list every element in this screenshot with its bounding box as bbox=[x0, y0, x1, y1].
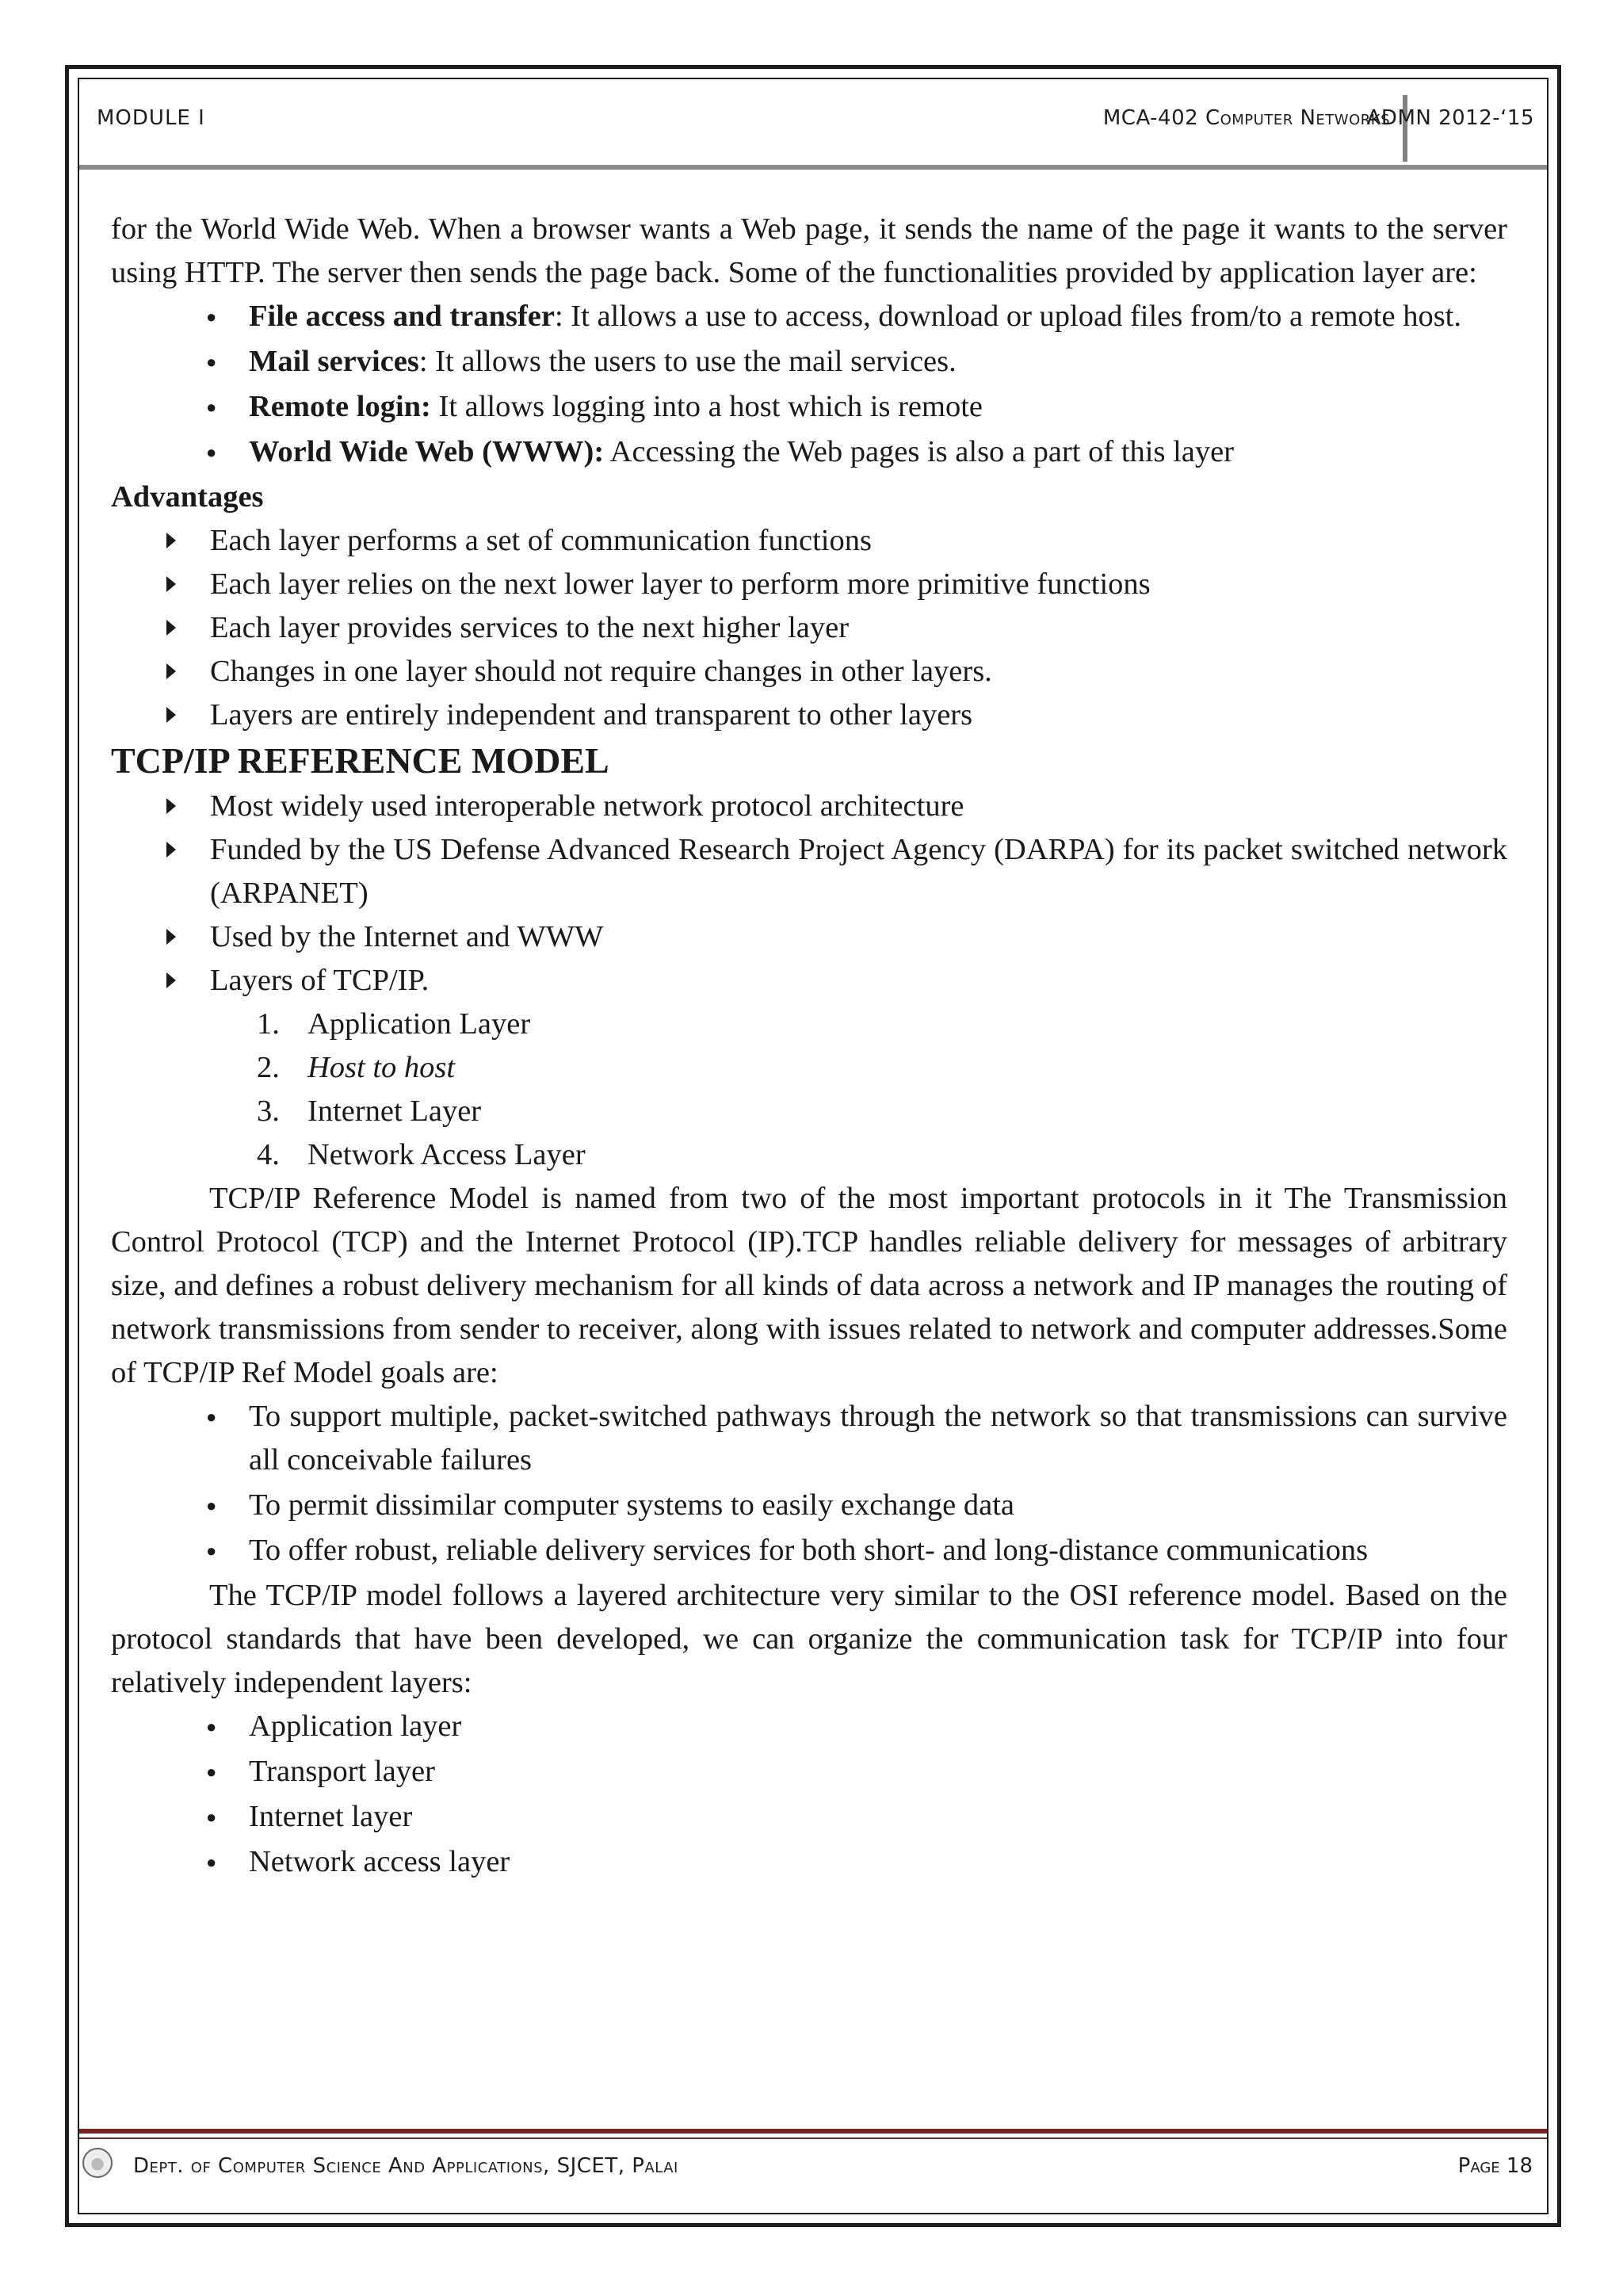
list-item bbox=[249, 340, 1507, 384]
list-item: ● Application layer bbox=[249, 1705, 1507, 1748]
item-number: 3. bbox=[257, 1095, 280, 1128]
item-term: Mail services bbox=[249, 345, 419, 378]
footer-department: Dept. of Computer Science And Applications, SJCET, Palai bbox=[133, 2154, 678, 2178]
list-item: ● Network access layer bbox=[249, 1840, 1507, 1884]
list-item bbox=[249, 430, 1507, 474]
goals-list bbox=[111, 1395, 1507, 1572]
list-item bbox=[257, 1090, 1507, 1133]
list-item: Funded by the US Defense Advanced Research Project Agency (DARPA) for its packet switched network (ARPANET) bbox=[210, 828, 1507, 915]
section-title: TCP/IP REFERENCE MODEL bbox=[111, 740, 609, 781]
header-module: MODULE I bbox=[97, 106, 205, 130]
list-item: Layers of TCP/IP. bbox=[210, 959, 1507, 1003]
item-text: : It allows the users to use the mail services. bbox=[418, 345, 957, 378]
functionalities-list bbox=[111, 295, 1507, 474]
header-course: MCA-402 Computer Networks bbox=[1102, 106, 1390, 130]
footer-rule-thin bbox=[79, 2137, 1547, 2139]
item-term: Remote login: bbox=[249, 390, 431, 423]
four-layers-list bbox=[111, 1705, 1507, 1884]
list-item: Changes in one layer should not require changes in other layers. bbox=[210, 650, 1507, 693]
tcpip-points-list bbox=[111, 785, 1507, 1003]
item-term: World Wide Web (WWW): bbox=[249, 435, 605, 468]
header-rule bbox=[79, 165, 1547, 170]
college-logo-icon bbox=[82, 2148, 113, 2178]
advantages-list bbox=[111, 519, 1507, 737]
list-item: Each layer provides services to the next higher layer bbox=[210, 606, 1507, 650]
item-label: Internet Layer bbox=[307, 1095, 482, 1128]
item-number: 4. bbox=[257, 1138, 280, 1171]
list-item: Used by the Internet and WWW bbox=[210, 915, 1507, 959]
item-number: 2. bbox=[257, 1051, 280, 1084]
item-term: File access and transfer bbox=[249, 300, 555, 333]
list-item bbox=[257, 1003, 1507, 1046]
list-item bbox=[249, 385, 1507, 429]
list-item: Each layer relies on the next lower layer to perform more primitive functions bbox=[210, 563, 1507, 606]
list-item: ● To permit dissimilar computer systems to easily exchange data bbox=[249, 1484, 1507, 1527]
list-item bbox=[257, 1133, 1507, 1177]
list-item bbox=[257, 1046, 1507, 1090]
list-item: ● To offer robust, reliable delivery services for both short- and long-distance communications bbox=[249, 1529, 1507, 1572]
advantages-heading: Advantages bbox=[111, 480, 264, 514]
item-text: Accessing the Web pages is also a part of this layer bbox=[604, 435, 1235, 468]
item-text: It allows logging into a host which is remote bbox=[430, 390, 983, 423]
list-item: Layers are entirely independent and transparent to other layers bbox=[210, 693, 1507, 737]
item-label: Application Layer bbox=[307, 1007, 531, 1041]
tcpip-layers-list bbox=[111, 1003, 1507, 1177]
item-label: Network Access Layer bbox=[307, 1138, 586, 1171]
list-item: Most widely used interoperable network protocol architecture bbox=[210, 785, 1507, 828]
item-text: : It allows a use to access, download or upload files from/to a remote host. bbox=[554, 300, 1462, 333]
list-item: ● Internet layer bbox=[249, 1795, 1507, 1839]
tcpip-paragraph-1: TCP/IP Reference Model is named from two of the most important protocols in it The Transmission Control Protocol (TCP) and the Internet Protocol (IP).TCP handles reliable delivery for messages of arbitrary size, and defines a robust delivery mechanism for all kinds of data across a network and IP manages the routing of network transmissions from sender to receiver, along with issues related to network and computer addresses.Some of TCP/IP Ref Model goals are: bbox=[111, 1182, 1507, 1389]
page-content bbox=[111, 208, 1507, 1885]
item-number: 1. bbox=[257, 1007, 280, 1041]
header-batch: ADMN 2012-‘15 bbox=[1366, 106, 1534, 130]
list-item bbox=[249, 295, 1507, 338]
list-item: ● To support multiple, packet-switched pathways through the network so that transmissions can survive all conceivable failures bbox=[249, 1395, 1507, 1482]
page-footer bbox=[79, 2146, 1547, 2194]
list-item: ● Transport layer bbox=[249, 1750, 1507, 1794]
footer-rule bbox=[79, 2129, 1547, 2134]
intro-paragraph: for the World Wide Web. When a browser wants a Web page, it sends the name of the page it wants to the server using HTTP. The server then sends the page back. Some of the functionalities provided by application layer are: bbox=[111, 212, 1507, 289]
tcpip-paragraph-2: The TCP/IP model follows a layered architecture very similar to the OSI reference model. Based on the protocol standards that have been developed, we can organize the communication task for TCP/IP into four relatively independent layers: bbox=[111, 1579, 1507, 1699]
footer-page-number: Page 18 bbox=[1457, 2154, 1533, 2178]
page-header bbox=[79, 95, 1547, 166]
item-label: Host to host bbox=[307, 1051, 456, 1084]
list-item: Each layer performs a set of communication functions bbox=[210, 519, 1507, 563]
